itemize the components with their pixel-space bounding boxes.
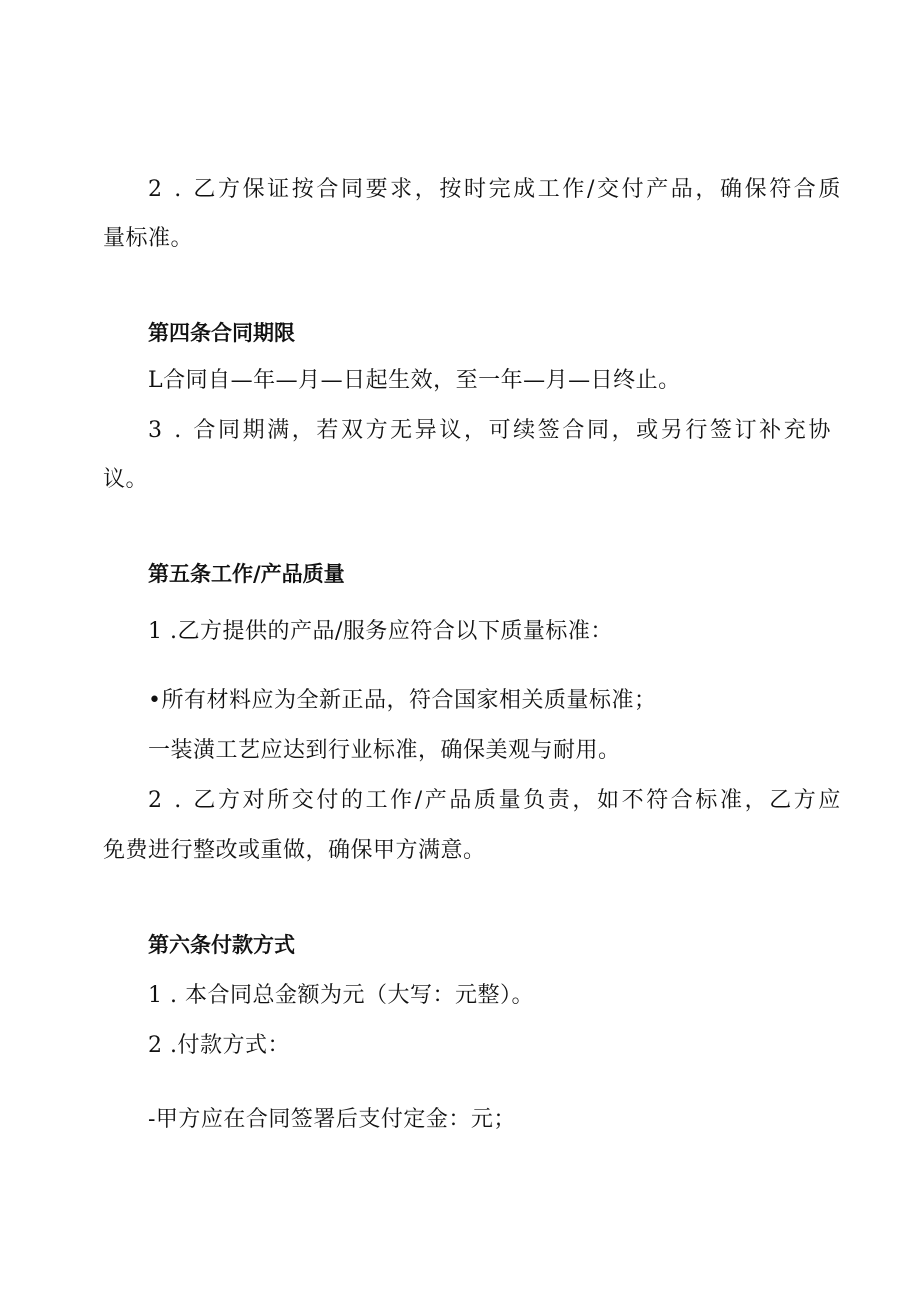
section5-item2-line1: 2 . 乙方对所交付的工作/产品质量负责，如不符合标准，乙方应	[148, 788, 843, 813]
section6-heading: 第六条付款方式	[148, 933, 295, 957]
section5-item2-line2: 免费进行整改或重做，确保甲方满意。	[103, 838, 486, 863]
section5-bullet2: 一装潢工艺应达到行业标准，确保美观与耐用。	[148, 738, 621, 763]
section4-item3-line1: 3 . 合同期满，若双方无异议，可续签合同，或另行签订补充协	[148, 418, 833, 443]
section3-item2-line1: 2 . 乙方保证按合同要求，按时完成工作/交付产品，确保符合质	[148, 177, 843, 202]
section6-item1: 1 . 本合同总金额为元（大写：元整）。	[148, 983, 534, 1008]
section6-item2: 2 .付款方式：	[148, 1033, 290, 1058]
section5-bullet1: •所有材料应为全新正品，符合国家相关质量标准；	[148, 688, 657, 713]
section4-heading: 第四条合同期限	[148, 321, 295, 345]
section5-item1: 1 .乙方提供的产品/服务应符合以下质量标准：	[148, 619, 613, 644]
section6-bullet1: -甲方应在合同签署后支付定金：元；	[148, 1107, 516, 1132]
section4-item1: L合同自—年—月—日起生效，至一年—月—日终止。	[148, 368, 681, 393]
section3-item2-line2: 量标准。	[103, 226, 194, 251]
section5-heading: 第五条工作/产品质量	[148, 562, 345, 586]
section4-item3-line2: 议。	[103, 467, 149, 492]
